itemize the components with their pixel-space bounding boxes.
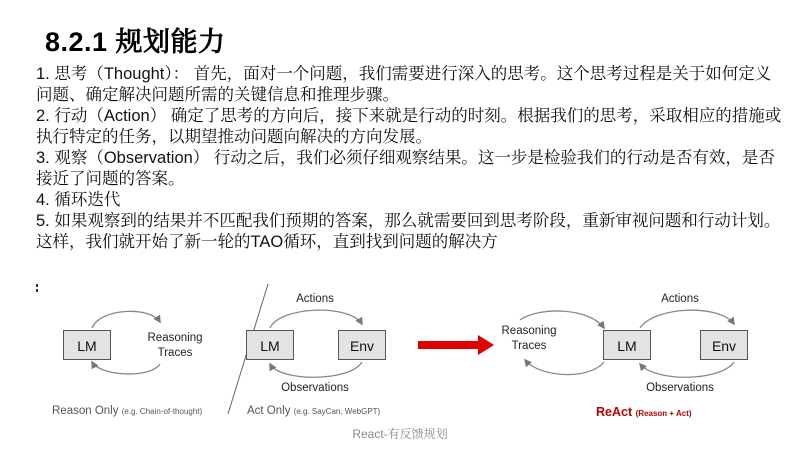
reason-only-lm-box: LM: [63, 330, 111, 360]
caption-main: Reason Only: [52, 405, 119, 417]
act-only-caption: [247, 405, 380, 417]
reason-only-traces-label: [140, 331, 210, 361]
react-diagram: [0, 284, 800, 424]
react-reasoning-bottom-arc: [525, 360, 604, 375]
reason-only-top-arc: [92, 311, 160, 328]
paragraph-iterate: 5. 如果观察到的结果并不匹配我们预期的答案，那么就需要回到思考阶段，重新审视问题和行动计划。这样，我们就开始了新一轮的TAO循环，直到找到问题的解决方: [36, 212, 781, 251]
traces-line-1: Reasoning: [501, 325, 557, 337]
traces-line-2: Traces: [511, 340, 547, 352]
act-only-observations-arc: [270, 362, 362, 377]
react-traces-label: [494, 324, 564, 354]
caption-main: Act Only: [247, 405, 291, 417]
reason-only-bottom-arc: [92, 362, 160, 374]
paragraph-loop: 4. 循环迭代: [36, 191, 121, 209]
caption-small: (e.g. SayCan, WebGPT): [293, 407, 381, 416]
act-only-actions-arc: [270, 310, 362, 328]
react-lm-box: LM: [603, 330, 651, 360]
paragraph-thought: 1. 思考（Thought）： 首先，面对一个问题，我们需要进行深入的思考。这个思考过程是关于如何定义问题、确定解决问题所需的关键信息和推理步骤。: [36, 65, 772, 104]
react-env-box: Env: [700, 330, 748, 360]
slide-title: 8.2.1 规划能力: [45, 27, 226, 57]
traces-line-2: Traces: [157, 347, 193, 359]
caption-small: (e.g. Chain-of-thought): [121, 407, 203, 416]
caption-small: (Reason + Act): [635, 409, 692, 418]
act-only-lm-box: LM: [246, 330, 294, 360]
react-observations-label: Observations: [646, 382, 714, 394]
react-caption: [596, 405, 692, 419]
paragraph-observation: 3. 观察（Observation） 行动之后，我们必须仔细观察结果。这一步是检验我们的行动是否有效，是否接近了问题的答案。: [36, 149, 775, 188]
react-observations-arc: [640, 362, 734, 377]
traces-line-1: Reasoning: [147, 332, 203, 344]
reason-only-caption: [52, 405, 202, 417]
figure-caption: React-有反馈规划: [352, 427, 448, 441]
paragraph-action: 2. 行动（Action） 确定了思考的方向后，接下来就是行动的时刻。根据我们的思考，采取相应的措施或执行特定的任务，以期望推动问题向解决的方向发展。: [36, 107, 782, 146]
big-red-arrow: [418, 335, 494, 355]
caption-main: ReAct: [596, 405, 633, 419]
body-text: [36, 64, 786, 253]
react-actions-label: Actions: [661, 293, 699, 305]
react-actions-arc: [640, 310, 734, 328]
act-only-actions-label: Actions: [296, 293, 334, 305]
act-only-env-box: Env: [338, 330, 386, 360]
act-only-observations-label: Observations: [281, 382, 349, 394]
